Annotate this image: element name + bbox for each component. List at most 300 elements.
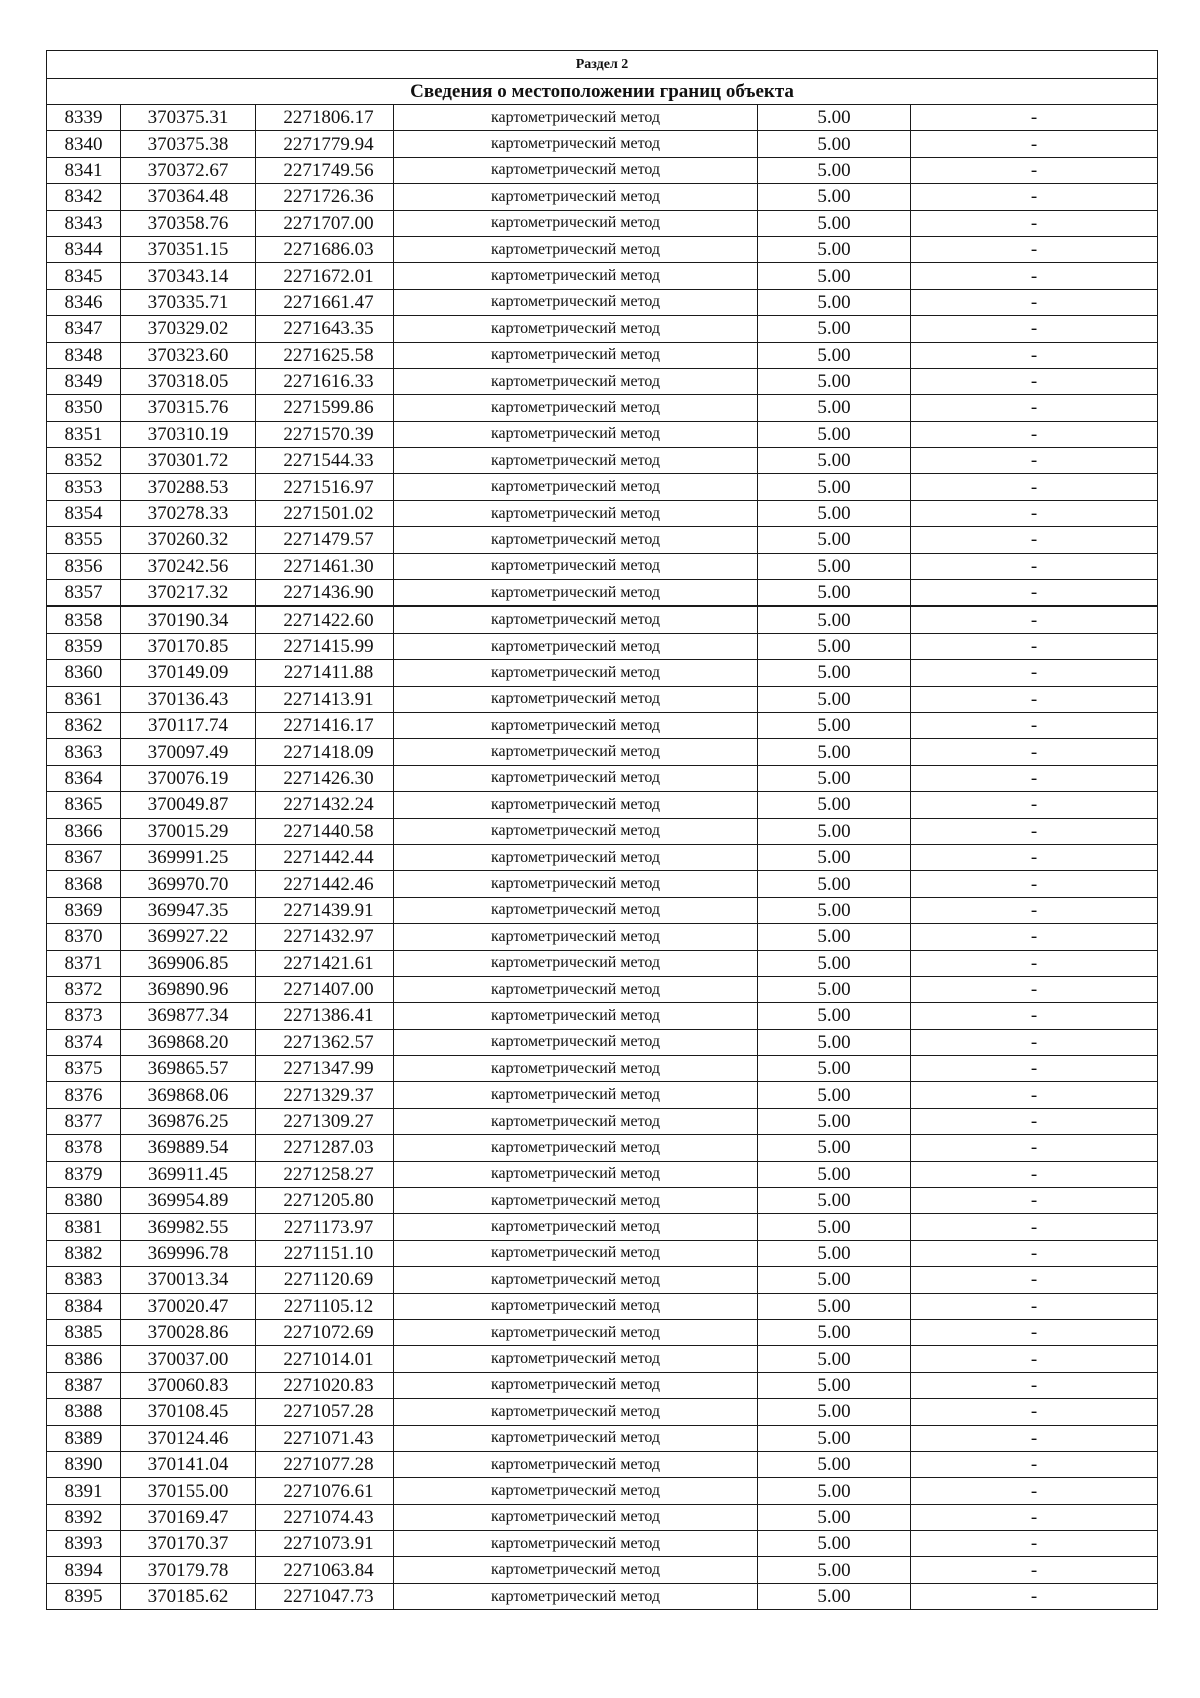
description-cell: - — [911, 1557, 1158, 1583]
y-coordinate-cell: 2271461.30 — [256, 553, 394, 579]
method-cell: картометрический метод — [394, 474, 758, 500]
x-coordinate-cell: 370049.87 — [121, 792, 256, 818]
precision-cell: 5.00 — [758, 1108, 911, 1134]
point-number-cell: 8395 — [47, 1583, 121, 1609]
description-cell: - — [911, 1108, 1158, 1134]
y-coordinate-cell: 2271416.17 — [256, 712, 394, 738]
precision-cell: 5.00 — [758, 1003, 911, 1029]
point-number-cell: 8368 — [47, 871, 121, 897]
description-cell: - — [911, 500, 1158, 526]
table-row — [47, 606, 1158, 633]
precision-cell: 5.00 — [758, 686, 911, 712]
description-cell: - — [911, 474, 1158, 500]
x-coordinate-cell: 369890.96 — [121, 976, 256, 1002]
y-coordinate-cell: 2271413.91 — [256, 686, 394, 712]
x-coordinate-cell: 370076.19 — [121, 765, 256, 791]
table-row — [47, 1082, 1158, 1108]
point-number-cell: 8390 — [47, 1451, 121, 1477]
method-cell: картометрический метод — [394, 210, 758, 236]
description-cell: - — [911, 1267, 1158, 1293]
table-row — [47, 289, 1158, 315]
y-coordinate-cell: 2271258.27 — [256, 1161, 394, 1187]
description-cell: - — [911, 316, 1158, 342]
y-coordinate-cell: 2271436.90 — [256, 580, 394, 607]
table-row — [47, 263, 1158, 289]
precision-cell: 5.00 — [758, 924, 911, 950]
x-coordinate-cell: 369970.70 — [121, 871, 256, 897]
x-coordinate-cell: 369996.78 — [121, 1240, 256, 1266]
description-cell: - — [911, 1372, 1158, 1398]
description-cell: - — [911, 1082, 1158, 1108]
description-cell: - — [911, 1003, 1158, 1029]
precision-cell: 5.00 — [758, 342, 911, 368]
y-coordinate-cell: 2271421.61 — [256, 950, 394, 976]
point-number-cell: 8349 — [47, 368, 121, 394]
x-coordinate-cell: 370260.32 — [121, 527, 256, 553]
method-cell: картометрический метод — [394, 660, 758, 686]
method-cell: картометрический метод — [394, 105, 758, 131]
table-row — [47, 342, 1158, 368]
y-coordinate-cell: 2271407.00 — [256, 976, 394, 1002]
x-coordinate-cell: 369911.45 — [121, 1161, 256, 1187]
precision-cell: 5.00 — [758, 421, 911, 447]
method-cell: картометрический метод — [394, 924, 758, 950]
description-cell: - — [911, 553, 1158, 579]
x-coordinate-cell: 370117.74 — [121, 712, 256, 738]
table-title-row — [47, 79, 1158, 105]
table-row — [47, 660, 1158, 686]
description-cell: - — [911, 527, 1158, 553]
point-number-cell: 8382 — [47, 1240, 121, 1266]
method-cell: картометрический метод — [394, 131, 758, 157]
method-cell: картометрический метод — [394, 686, 758, 712]
table-row — [47, 950, 1158, 976]
description-cell: - — [911, 871, 1158, 897]
y-coordinate-cell: 2271105.12 — [256, 1293, 394, 1319]
method-cell: картометрический метод — [394, 1003, 758, 1029]
table-row — [47, 1399, 1158, 1425]
point-number-cell: 8380 — [47, 1188, 121, 1214]
point-number-cell: 8391 — [47, 1478, 121, 1504]
y-coordinate-cell: 2271501.02 — [256, 500, 394, 526]
x-coordinate-cell: 369927.22 — [121, 924, 256, 950]
point-number-cell: 8376 — [47, 1082, 121, 1108]
description-cell: - — [911, 421, 1158, 447]
method-cell: картометрический метод — [394, 844, 758, 870]
y-coordinate-cell: 2271074.43 — [256, 1504, 394, 1530]
table-row — [47, 474, 1158, 500]
x-coordinate-cell: 370323.60 — [121, 342, 256, 368]
precision-cell: 5.00 — [758, 660, 911, 686]
point-number-cell: 8384 — [47, 1293, 121, 1319]
table-row — [47, 686, 1158, 712]
table-row — [47, 765, 1158, 791]
precision-cell: 5.00 — [758, 580, 911, 607]
method-cell: картометрический метод — [394, 157, 758, 183]
precision-cell: 5.00 — [758, 950, 911, 976]
point-number-cell: 8340 — [47, 131, 121, 157]
y-coordinate-cell: 2271047.73 — [256, 1583, 394, 1609]
description-cell: - — [911, 289, 1158, 315]
description-cell: - — [911, 1531, 1158, 1557]
precision-cell: 5.00 — [758, 633, 911, 659]
description-cell: - — [911, 818, 1158, 844]
method-cell: картометрический метод — [394, 236, 758, 262]
table-row — [47, 421, 1158, 447]
description-cell: - — [911, 1214, 1158, 1240]
point-number-cell: 8371 — [47, 950, 121, 976]
method-cell: картометрический метод — [394, 633, 758, 659]
precision-cell: 5.00 — [758, 1319, 911, 1345]
y-coordinate-cell: 2271440.58 — [256, 818, 394, 844]
table-row — [47, 1293, 1158, 1319]
y-coordinate-cell: 2271625.58 — [256, 342, 394, 368]
table-row — [47, 210, 1158, 236]
precision-cell: 5.00 — [758, 606, 911, 633]
y-coordinate-cell: 2271386.41 — [256, 1003, 394, 1029]
precision-cell: 5.00 — [758, 157, 911, 183]
x-coordinate-cell: 370060.83 — [121, 1372, 256, 1398]
section-title: Раздел 2 — [47, 51, 1158, 79]
description-cell: - — [911, 1451, 1158, 1477]
description-cell: - — [911, 210, 1158, 236]
point-number-cell: 8363 — [47, 739, 121, 765]
precision-cell: 5.00 — [758, 1161, 911, 1187]
precision-cell: 5.00 — [758, 1346, 911, 1372]
y-coordinate-cell: 2271442.44 — [256, 844, 394, 870]
description-cell: - — [911, 1319, 1158, 1345]
description-cell: - — [911, 1425, 1158, 1451]
precision-cell: 5.00 — [758, 739, 911, 765]
table-row — [47, 527, 1158, 553]
description-cell: - — [911, 765, 1158, 791]
x-coordinate-cell: 370108.45 — [121, 1399, 256, 1425]
y-coordinate-cell: 2271707.00 — [256, 210, 394, 236]
point-number-cell: 8357 — [47, 580, 121, 607]
point-number-cell: 8367 — [47, 844, 121, 870]
precision-cell: 5.00 — [758, 976, 911, 1002]
x-coordinate-cell: 370020.47 — [121, 1293, 256, 1319]
y-coordinate-cell: 2271418.09 — [256, 739, 394, 765]
precision-cell: 5.00 — [758, 844, 911, 870]
precision-cell: 5.00 — [758, 712, 911, 738]
y-coordinate-cell: 2271120.69 — [256, 1267, 394, 1293]
method-cell: картометрический метод — [394, 792, 758, 818]
method-cell: картометрический метод — [394, 976, 758, 1002]
x-coordinate-cell: 369876.25 — [121, 1108, 256, 1134]
table-row — [47, 131, 1158, 157]
y-coordinate-cell: 2271020.83 — [256, 1372, 394, 1398]
table-row — [47, 1557, 1158, 1583]
x-coordinate-cell: 370013.34 — [121, 1267, 256, 1293]
table-row — [47, 1267, 1158, 1293]
method-cell: картометрический метод — [394, 1346, 758, 1372]
table-row — [47, 1135, 1158, 1161]
y-coordinate-cell: 2271422.60 — [256, 606, 394, 633]
x-coordinate-cell: 370288.53 — [121, 474, 256, 500]
precision-cell: 5.00 — [758, 1478, 911, 1504]
description-cell: - — [911, 1293, 1158, 1319]
point-number-cell: 8366 — [47, 818, 121, 844]
precision-cell: 5.00 — [758, 1240, 911, 1266]
y-coordinate-cell: 2271329.37 — [256, 1082, 394, 1108]
table-row — [47, 1319, 1158, 1345]
x-coordinate-cell: 370217.32 — [121, 580, 256, 607]
x-coordinate-cell: 370351.15 — [121, 236, 256, 262]
point-number-cell: 8386 — [47, 1346, 121, 1372]
x-coordinate-cell: 370301.72 — [121, 448, 256, 474]
description-cell: - — [911, 580, 1158, 607]
table-row — [47, 553, 1158, 579]
point-number-cell: 8392 — [47, 1504, 121, 1530]
precision-cell: 5.00 — [758, 395, 911, 421]
precision-cell: 5.00 — [758, 236, 911, 262]
method-cell: картометрический метод — [394, 527, 758, 553]
method-cell: картометрический метод — [394, 1399, 758, 1425]
point-number-cell: 8339 — [47, 105, 121, 131]
description-cell: - — [911, 739, 1158, 765]
description-cell: - — [911, 1188, 1158, 1214]
point-number-cell: 8356 — [47, 553, 121, 579]
point-number-cell: 8360 — [47, 660, 121, 686]
y-coordinate-cell: 2271686.03 — [256, 236, 394, 262]
y-coordinate-cell: 2271057.28 — [256, 1399, 394, 1425]
table-row — [47, 500, 1158, 526]
description-cell: - — [911, 924, 1158, 950]
table-row — [47, 1029, 1158, 1055]
method-cell: картометрический метод — [394, 1293, 758, 1319]
y-coordinate-cell: 2271205.80 — [256, 1188, 394, 1214]
method-cell: картометрический метод — [394, 553, 758, 579]
method-cell: картометрический метод — [394, 1135, 758, 1161]
method-cell: картометрический метод — [394, 1557, 758, 1583]
description-cell: - — [911, 1478, 1158, 1504]
table-row — [47, 739, 1158, 765]
y-coordinate-cell: 2271076.61 — [256, 1478, 394, 1504]
point-number-cell: 8369 — [47, 897, 121, 923]
description-cell: - — [911, 686, 1158, 712]
x-coordinate-cell: 370136.43 — [121, 686, 256, 712]
description-cell: - — [911, 606, 1158, 633]
precision-cell: 5.00 — [758, 1531, 911, 1557]
y-coordinate-cell: 2271672.01 — [256, 263, 394, 289]
precision-cell: 5.00 — [758, 1293, 911, 1319]
method-cell: картометрический метод — [394, 897, 758, 923]
y-coordinate-cell: 2271347.99 — [256, 1056, 394, 1082]
precision-cell: 5.00 — [758, 1504, 911, 1530]
y-coordinate-cell: 2271779.94 — [256, 131, 394, 157]
precision-cell: 5.00 — [758, 500, 911, 526]
table-row — [47, 1108, 1158, 1134]
description-cell: - — [911, 395, 1158, 421]
method-cell: картометрический метод — [394, 580, 758, 607]
table-row — [47, 1003, 1158, 1029]
method-cell: картометрический метод — [394, 263, 758, 289]
point-number-cell: 8341 — [47, 157, 121, 183]
method-cell: картометрический метод — [394, 1531, 758, 1557]
point-number-cell: 8373 — [47, 1003, 121, 1029]
table-row — [47, 1240, 1158, 1266]
point-number-cell: 8377 — [47, 1108, 121, 1134]
y-coordinate-cell: 2271151.10 — [256, 1240, 394, 1266]
method-cell: картометрический метод — [394, 765, 758, 791]
point-number-cell: 8383 — [47, 1267, 121, 1293]
description-cell: - — [911, 342, 1158, 368]
method-cell: картометрический метод — [394, 395, 758, 421]
method-cell: картометрический метод — [394, 1319, 758, 1345]
table-row — [47, 184, 1158, 210]
precision-cell: 5.00 — [758, 368, 911, 394]
table-row — [47, 1056, 1158, 1082]
description-cell: - — [911, 131, 1158, 157]
table-row — [47, 1531, 1158, 1557]
method-cell: картометрический метод — [394, 1240, 758, 1266]
method-cell: картометрический метод — [394, 712, 758, 738]
y-coordinate-cell: 2271442.46 — [256, 871, 394, 897]
y-coordinate-cell: 2271411.88 — [256, 660, 394, 686]
description-cell: - — [911, 1504, 1158, 1530]
precision-cell: 5.00 — [758, 1557, 911, 1583]
method-cell: картометрический метод — [394, 1478, 758, 1504]
y-coordinate-cell: 2271439.91 — [256, 897, 394, 923]
x-coordinate-cell: 370028.86 — [121, 1319, 256, 1345]
precision-cell: 5.00 — [758, 1029, 911, 1055]
point-number-cell: 8354 — [47, 500, 121, 526]
method-cell: картометрический метод — [394, 950, 758, 976]
description-cell: - — [911, 1399, 1158, 1425]
table-row — [47, 580, 1158, 607]
precision-cell: 5.00 — [758, 792, 911, 818]
y-coordinate-cell: 2271749.56 — [256, 157, 394, 183]
method-cell: картометрический метод — [394, 500, 758, 526]
y-coordinate-cell: 2271309.27 — [256, 1108, 394, 1134]
point-number-cell: 8372 — [47, 976, 121, 1002]
description-cell: - — [911, 368, 1158, 394]
table-row — [47, 633, 1158, 659]
precision-cell: 5.00 — [758, 818, 911, 844]
y-coordinate-cell: 2271071.43 — [256, 1425, 394, 1451]
description-cell: - — [911, 184, 1158, 210]
point-number-cell: 8359 — [47, 633, 121, 659]
point-number-cell: 8394 — [47, 1557, 121, 1583]
x-coordinate-cell: 369954.89 — [121, 1188, 256, 1214]
table-row — [47, 157, 1158, 183]
precision-cell: 5.00 — [758, 553, 911, 579]
table-row — [47, 316, 1158, 342]
x-coordinate-cell: 369982.55 — [121, 1214, 256, 1240]
table-row — [47, 448, 1158, 474]
x-coordinate-cell: 370242.56 — [121, 553, 256, 579]
x-coordinate-cell: 370372.67 — [121, 157, 256, 183]
y-coordinate-cell: 2271287.03 — [256, 1135, 394, 1161]
method-cell: картометрический метод — [394, 1056, 758, 1082]
method-cell: картометрический метод — [394, 316, 758, 342]
point-number-cell: 8351 — [47, 421, 121, 447]
x-coordinate-cell: 370149.09 — [121, 660, 256, 686]
x-coordinate-cell: 369868.06 — [121, 1082, 256, 1108]
boundary-coordinates-table — [46, 50, 1158, 1610]
y-coordinate-cell: 2271661.47 — [256, 289, 394, 315]
table-row — [47, 844, 1158, 870]
precision-cell: 5.00 — [758, 1372, 911, 1398]
description-cell: - — [911, 897, 1158, 923]
point-number-cell: 8393 — [47, 1531, 121, 1557]
precision-cell: 5.00 — [758, 765, 911, 791]
y-coordinate-cell: 2271173.97 — [256, 1214, 394, 1240]
precision-cell: 5.00 — [758, 1214, 911, 1240]
precision-cell: 5.00 — [758, 131, 911, 157]
table-row — [47, 1451, 1158, 1477]
point-number-cell: 8381 — [47, 1214, 121, 1240]
y-coordinate-cell: 2271073.91 — [256, 1531, 394, 1557]
x-coordinate-cell: 370375.31 — [121, 105, 256, 131]
y-coordinate-cell: 2271643.35 — [256, 316, 394, 342]
x-coordinate-cell: 370190.34 — [121, 606, 256, 633]
method-cell: картометрический метод — [394, 818, 758, 844]
table-row — [47, 395, 1158, 421]
x-coordinate-cell: 370329.02 — [121, 316, 256, 342]
point-number-cell: 8355 — [47, 527, 121, 553]
x-coordinate-cell: 370169.47 — [121, 1504, 256, 1530]
table-row — [47, 924, 1158, 950]
point-number-cell: 8347 — [47, 316, 121, 342]
precision-cell: 5.00 — [758, 1583, 911, 1609]
method-cell: картометрический метод — [394, 1372, 758, 1398]
point-number-cell: 8387 — [47, 1372, 121, 1398]
table-row — [47, 1583, 1158, 1609]
precision-cell: 5.00 — [758, 527, 911, 553]
description-cell: - — [911, 844, 1158, 870]
x-coordinate-cell: 370037.00 — [121, 1346, 256, 1372]
method-cell: картометрический метод — [394, 1451, 758, 1477]
point-number-cell: 8374 — [47, 1029, 121, 1055]
table-row — [47, 105, 1158, 131]
description-cell: - — [911, 976, 1158, 1002]
method-cell: картометрический метод — [394, 739, 758, 765]
precision-cell: 5.00 — [758, 1056, 911, 1082]
x-coordinate-cell: 370124.46 — [121, 1425, 256, 1451]
point-number-cell: 8385 — [47, 1319, 121, 1345]
table-row — [47, 1214, 1158, 1240]
description-cell: - — [911, 712, 1158, 738]
x-coordinate-cell: 370318.05 — [121, 368, 256, 394]
x-coordinate-cell: 370364.48 — [121, 184, 256, 210]
precision-cell: 5.00 — [758, 871, 911, 897]
precision-cell: 5.00 — [758, 1451, 911, 1477]
method-cell: картометрический метод — [394, 368, 758, 394]
precision-cell: 5.00 — [758, 897, 911, 923]
description-cell: - — [911, 1135, 1158, 1161]
table-row — [47, 712, 1158, 738]
point-number-cell: 8344 — [47, 236, 121, 262]
y-coordinate-cell: 2271362.57 — [256, 1029, 394, 1055]
y-coordinate-cell: 2271077.28 — [256, 1451, 394, 1477]
description-cell: - — [911, 1240, 1158, 1266]
point-number-cell: 8353 — [47, 474, 121, 500]
x-coordinate-cell: 370185.62 — [121, 1583, 256, 1609]
table-row — [47, 818, 1158, 844]
method-cell: картометрический метод — [394, 606, 758, 633]
x-coordinate-cell: 369889.54 — [121, 1135, 256, 1161]
y-coordinate-cell: 2271544.33 — [256, 448, 394, 474]
precision-cell: 5.00 — [758, 263, 911, 289]
x-coordinate-cell: 370170.37 — [121, 1531, 256, 1557]
table-row — [47, 897, 1158, 923]
x-coordinate-cell: 370358.76 — [121, 210, 256, 236]
table-row — [47, 1478, 1158, 1504]
precision-cell: 5.00 — [758, 184, 911, 210]
description-cell: - — [911, 236, 1158, 262]
